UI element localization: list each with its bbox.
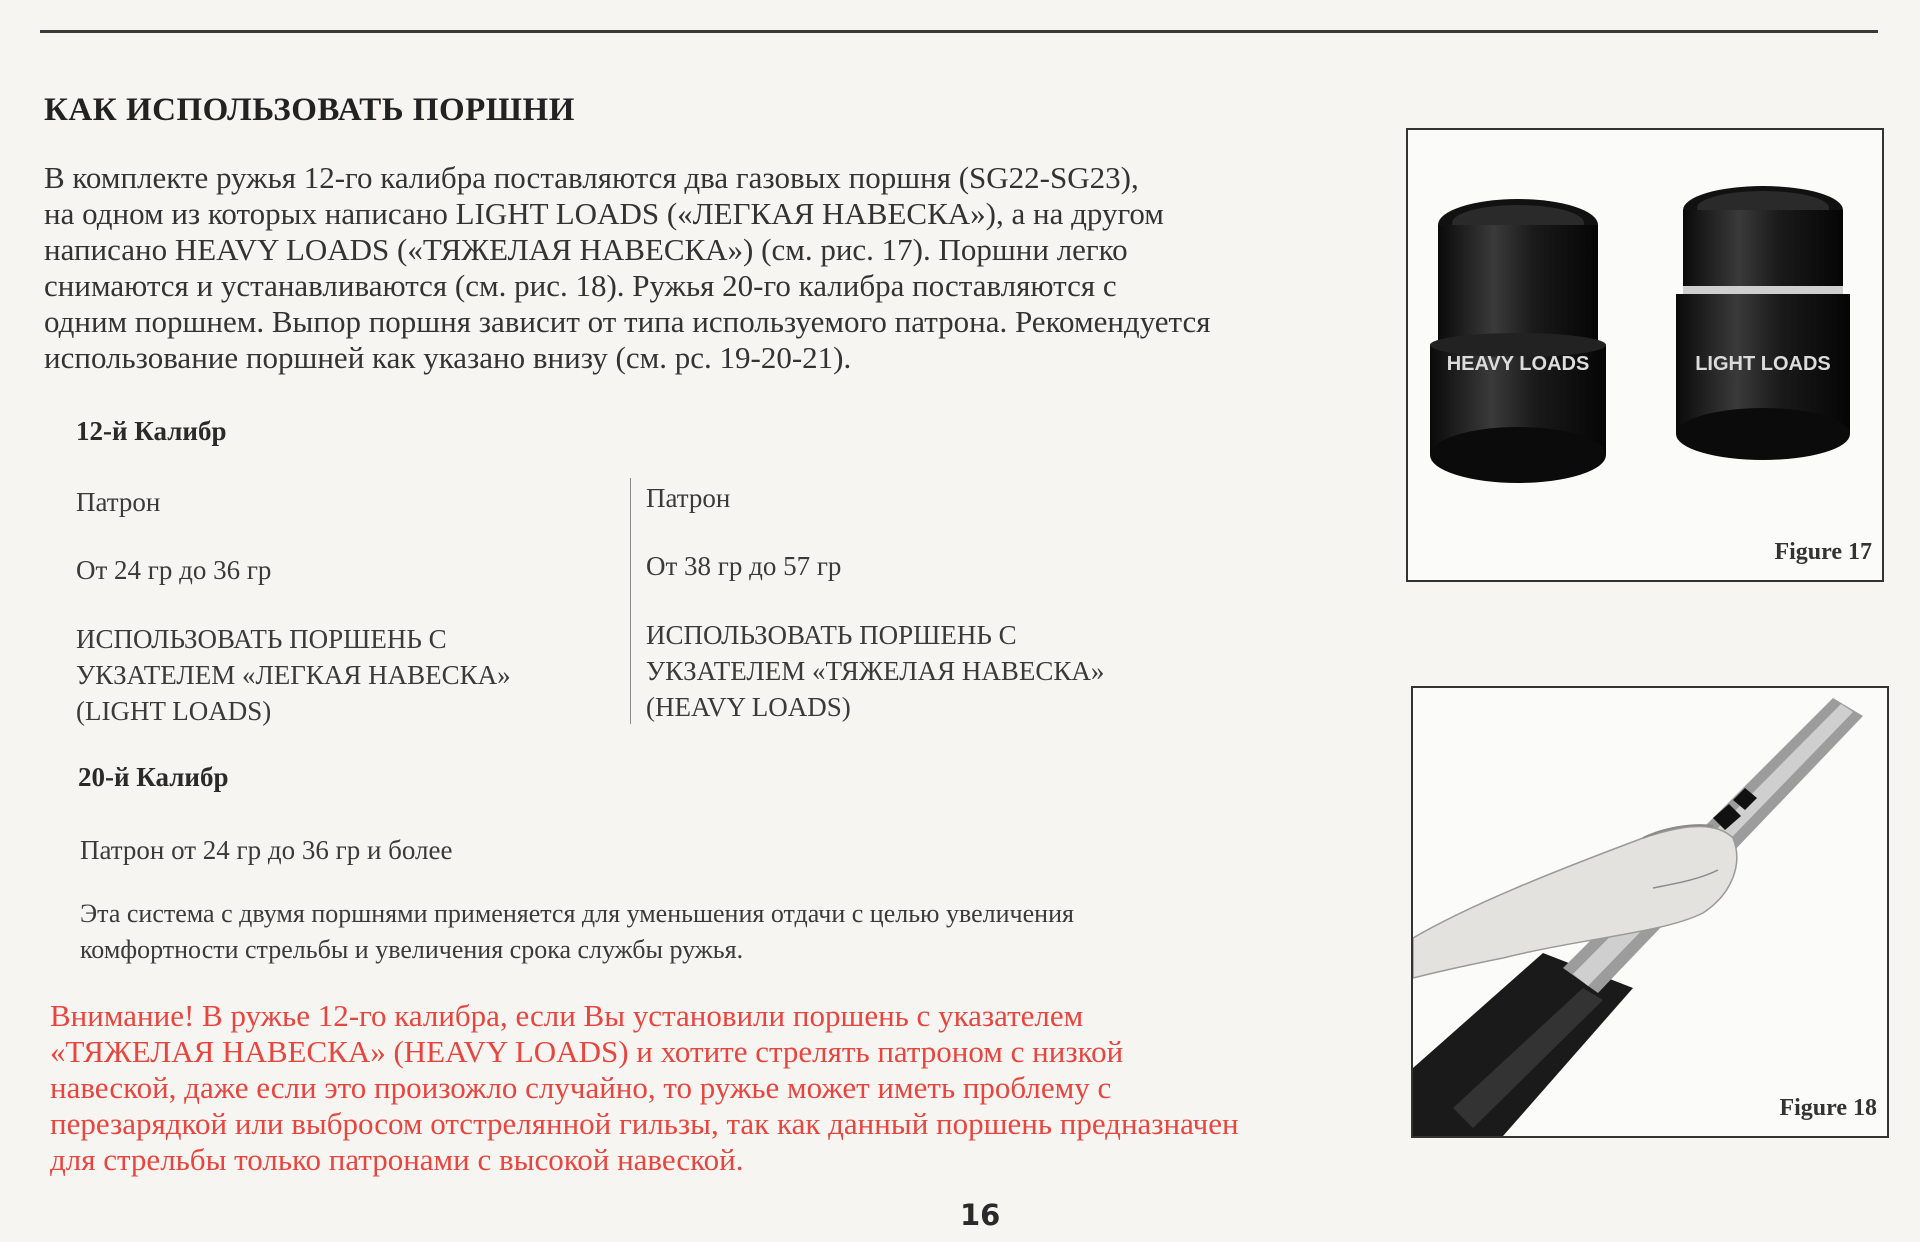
intro-line: одним поршнем. Выпор поршня зависит от типа используемого патрона. Рекомендуется	[44, 304, 1211, 339]
intro-line: В комплекте ружья 12-го калибра поставляются два газовых поршня (SG22-SG23),	[44, 160, 1139, 195]
hand	[1413, 826, 1737, 978]
intro-paragraph	[44, 160, 1359, 376]
warning-line: для стрельбы только патронами с высокой навеской.	[50, 1142, 744, 1177]
page-title: КАК ИСПОЛЬЗОВАТЬ ПОРШНИ	[44, 92, 575, 128]
table-divider	[630, 478, 631, 724]
right-action-line: УКЗАТЕЛЕМ «ТЯЖЕЛАЯ НАВЕСКА»	[646, 656, 1105, 686]
left-action-line: (LIGHT LOADS)	[76, 696, 272, 726]
heavy-loads-piston	[1430, 199, 1606, 483]
intro-line: на одном из которых написано LIGHT LOADS («ЛЕГКАЯ НАВЕСКА»), а на другом	[44, 196, 1164, 231]
pistons-illustration	[1408, 130, 1882, 580]
intro-line: написано HEAVY LOADS («ТЯЖЕЛАЯ НАВЕСКА») (см. рис. 17). Поршни легко	[44, 232, 1128, 267]
figure-17-caption: Figure 17	[1774, 539, 1872, 565]
right-action-line: ИСПОЛЬЗОВАТЬ ПОРШЕНЬ С	[646, 620, 1017, 650]
heavy-loads-label: HEAVY LOADS	[1446, 353, 1590, 375]
system-line: комфортности стрельбы и увеличения срока службы ружья.	[80, 935, 744, 964]
intro-line: снимаются и устанавливаются (см. рис. 18). Ружья 20-го калибра поставляются с	[44, 268, 1117, 303]
right-cartridge-label: Патрон	[646, 483, 731, 513]
left-action-line: ИСПОЛЬЗОВАТЬ ПОРШЕНЬ С	[76, 624, 447, 654]
warning-line: Внимание! В ружье 12-го калибра, если Вы установили поршень с указателем	[50, 998, 1084, 1033]
page-number: 16	[960, 1198, 1001, 1232]
gauge12-heading: 12-й Калибр	[76, 416, 227, 446]
light-loads-label: LIGHT LOADS	[1695, 353, 1831, 375]
system-paragraph	[80, 896, 1320, 968]
system-line: Эта система с двумя поршнями применяется для уменьшения отдачи с целью увеличения	[80, 899, 1074, 928]
warning-line: «ТЯЖЕЛАЯ НАВЕСКА» (HEAVY LOADS) и хотите стрелять патроном с низкой	[50, 1034, 1124, 1069]
light-loads-piston	[1676, 186, 1850, 460]
gauge12-right-column	[646, 480, 1246, 730]
left-action-line: УКЗАТЕЛЕМ «ЛЕГКАЯ НАВЕСКА»	[76, 660, 511, 690]
warning-line: перезарядкой или выбросом отстрелянной гильзы, так как данный поршень предназначен	[50, 1106, 1239, 1141]
gauge12-left-column	[76, 484, 596, 734]
right-cartridge-range: От 38 гр до 57 гр	[646, 551, 842, 581]
top-rule	[40, 30, 1878, 33]
piston-install-illustration	[1413, 688, 1887, 1136]
figure-18-caption: Figure 18	[1779, 1095, 1877, 1121]
intro-line: использование поршней как указано внизу (см. рс. 19-20-21).	[44, 340, 852, 375]
gauge20-text: Патрон от 24 гр до 36 гр и более	[80, 835, 453, 865]
warning-paragraph	[50, 998, 1365, 1178]
right-action-line: (HEAVY LOADS)	[646, 692, 851, 722]
left-cartridge-range: От 24 гр до 36 гр	[76, 555, 272, 585]
left-cartridge-label: Патрон	[76, 487, 161, 517]
warning-line: навеской, даже если это произожло случайно, то ружье может иметь проблему с	[50, 1070, 1112, 1105]
figure-18	[1411, 686, 1889, 1138]
gauge20-heading: 20-й Калибр	[78, 762, 229, 792]
figure-17	[1406, 128, 1884, 582]
